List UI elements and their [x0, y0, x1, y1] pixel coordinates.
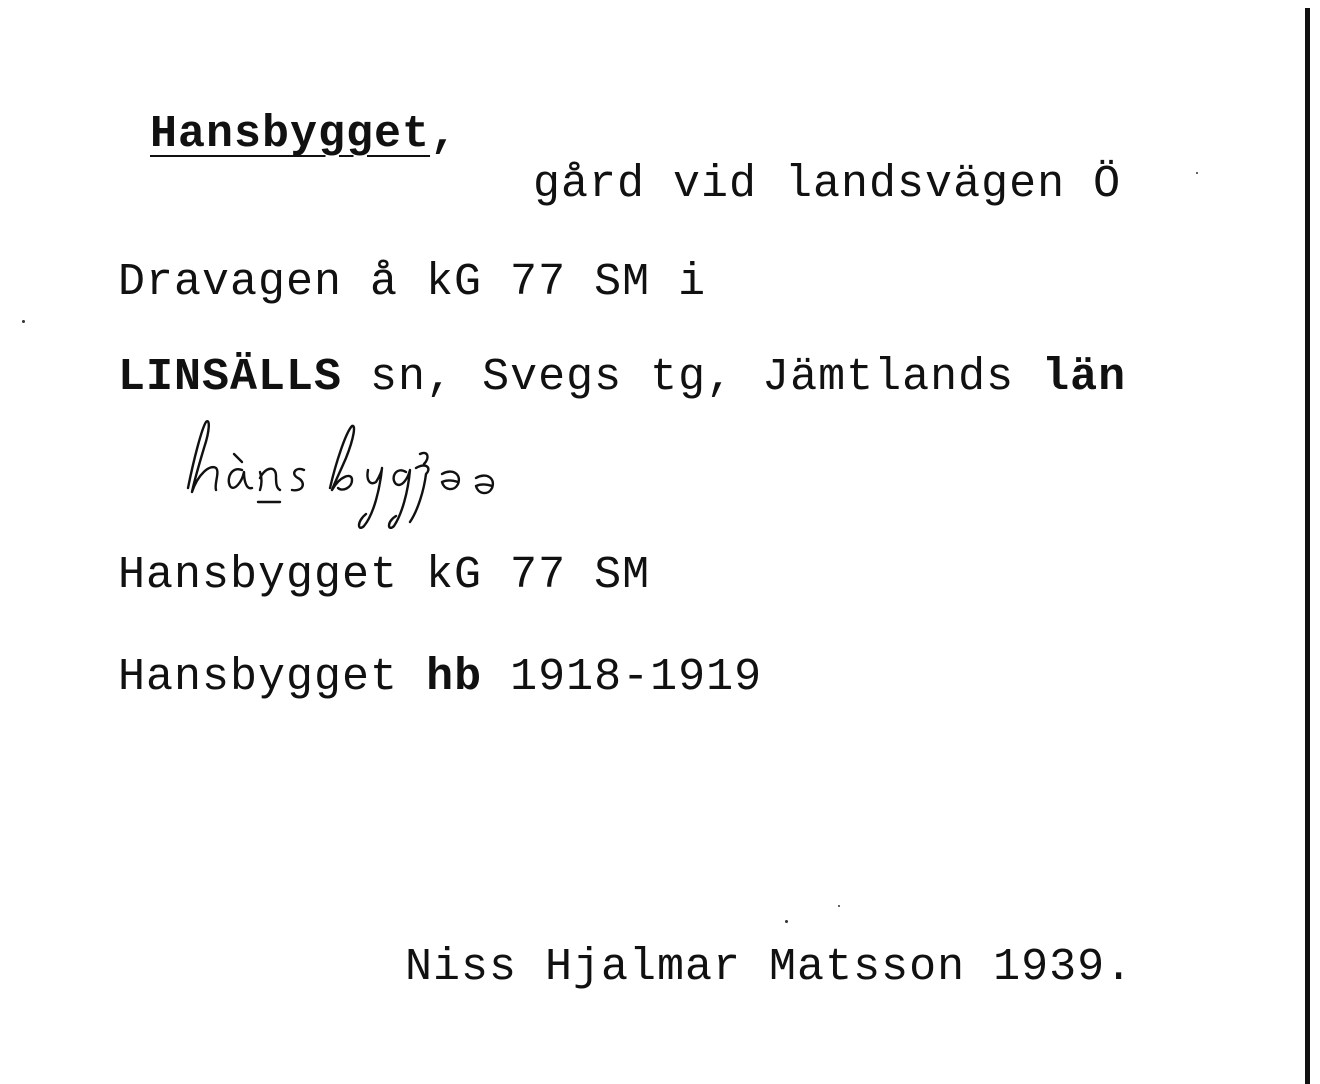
paper-speck: [1196, 172, 1198, 174]
heading-comma: ,: [430, 109, 459, 160]
location-text: sn, Svegs tg, Jämtlands: [342, 352, 1043, 403]
recorder-signature: Niss Hjalmar Matsson 1939.: [405, 942, 1134, 993]
description-line-2: Dravagen å kG 77 SM i: [118, 257, 707, 308]
description-line-3: [118, 352, 1127, 403]
paper-speck: [22, 320, 25, 323]
description-line-6: [118, 652, 763, 703]
handwritten-pronunciation: [180, 418, 540, 538]
source-years: 1918-1919: [482, 652, 763, 703]
source-place: Hansbygget: [118, 652, 427, 703]
source-abbrev: hb: [426, 652, 483, 703]
description-line-1: gård vid landsvägen Ö: [533, 159, 1122, 210]
paper-speck: [838, 905, 840, 907]
heading-word: Hansbygget: [150, 109, 431, 160]
parish-name: LINSÄLLS: [118, 352, 343, 403]
card-right-edge: [1305, 8, 1310, 1084]
paper-speck: [785, 920, 788, 923]
county-word: län: [1042, 352, 1127, 403]
place-name-heading: [150, 109, 459, 160]
description-line-5: Hansbygget kG 77 SM: [118, 550, 651, 601]
